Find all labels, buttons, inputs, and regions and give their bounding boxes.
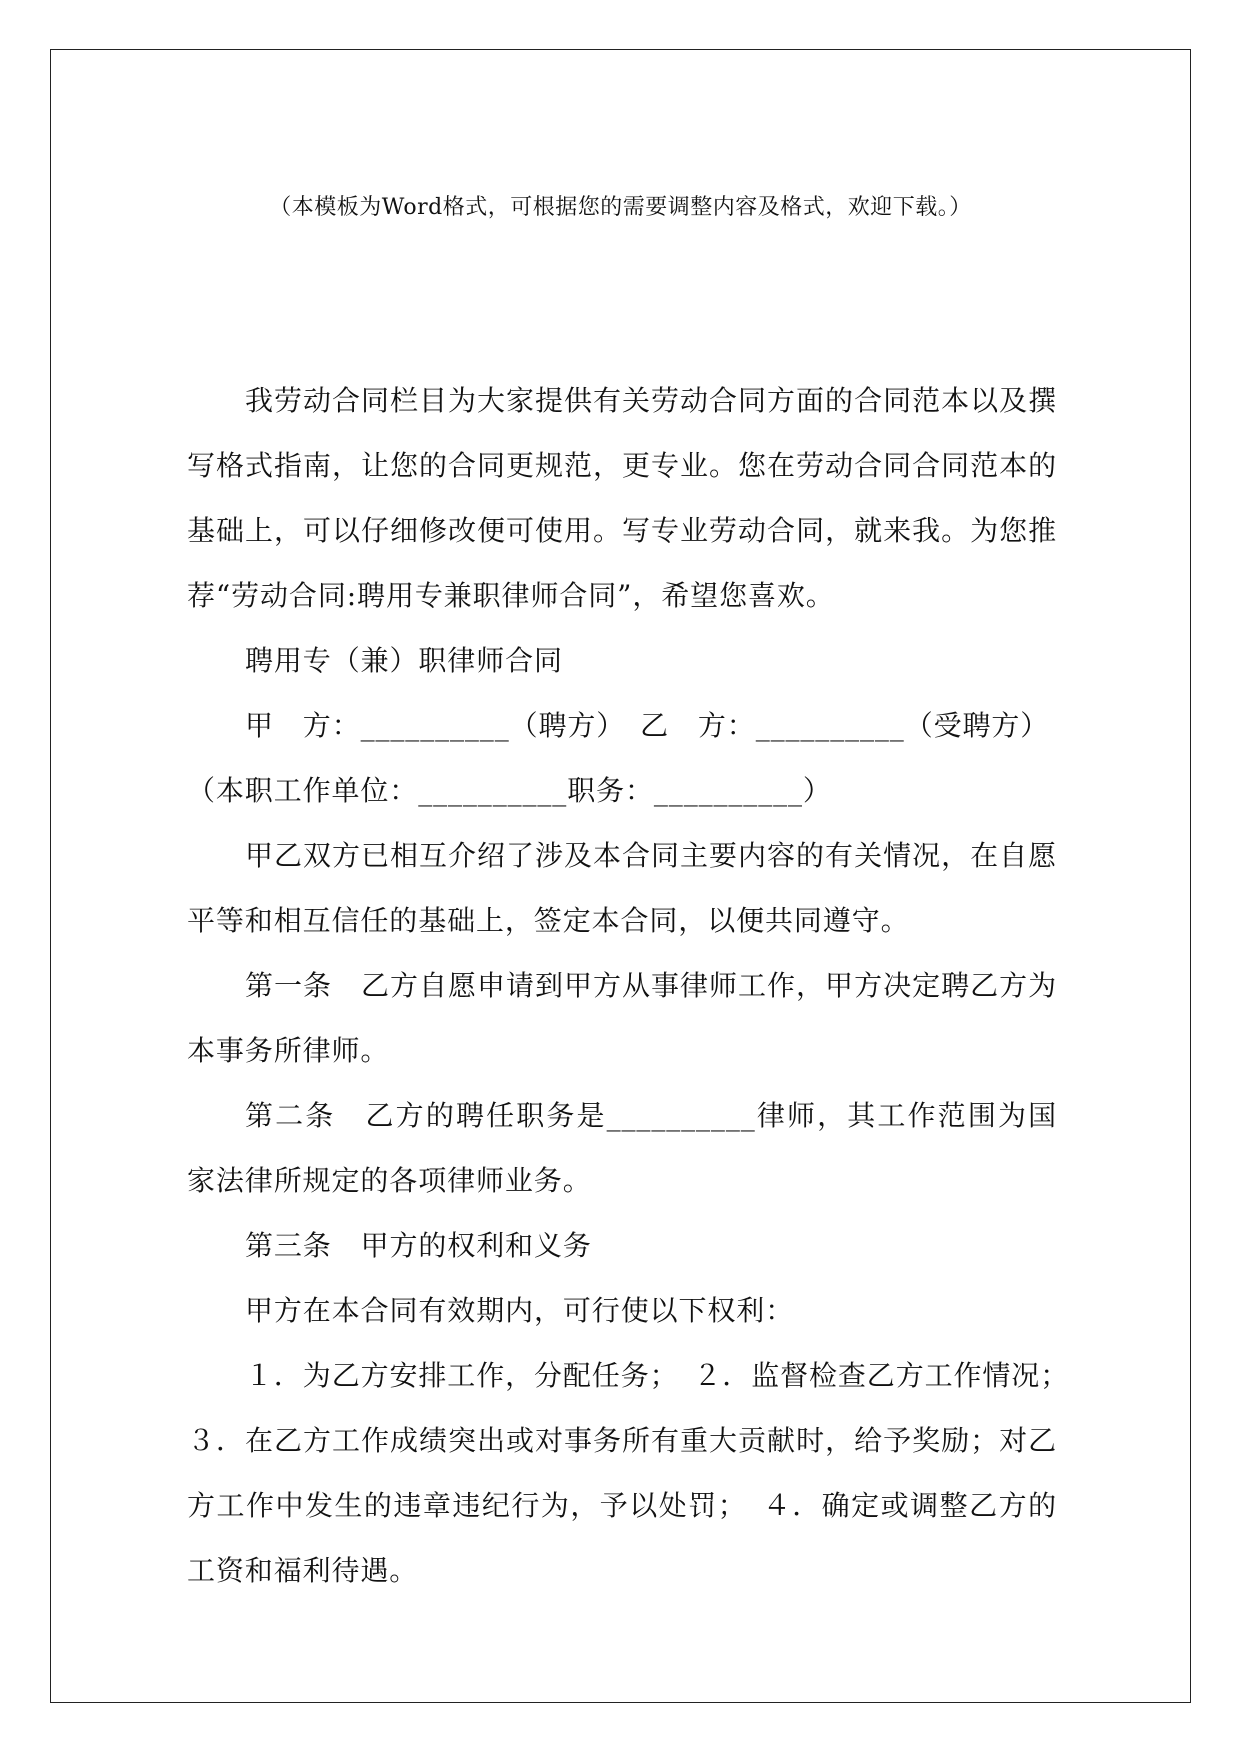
rights-items-line-1: １．为乙方安排工作，分配任务； ２．监督检查乙方工作情况； — [245, 1359, 1070, 1392]
rights-intro: 甲方在本合同有效期内，可行使以下权利： — [245, 1294, 795, 1327]
article-1: 第一条 乙方自愿申请到甲方从事律师工作，甲方决定聘乙方为本事务所律师。 — [187, 969, 1057, 1067]
rights-items-rest: ３．在乙方工作成绩突出或对事务所有重大贡献时，给予奖励；对乙方工作中发生的违章违纪行为，予以处罚； ４．确定或调整乙方的工资和福利待遇。 — [187, 1424, 1057, 1587]
article-2: 第二条 乙方的聘任职务是__________律师，其工作范围为国家法律所规定的各项律师业务。 — [187, 1099, 1057, 1197]
intro-paragraph: 我劳动合同栏目为大家提供有关劳动合同方面的合同范本以及撰写格式指南，让您的合同更规范，更专业。您在劳动合同合同范本的基础上，可以仔细修改便可使用。写专业劳动合同，就来我。为您推荐“劳动合同:聘用专兼职律师合同”，希望您喜欢。 — [187, 384, 1057, 612]
preamble-paragraph: 甲乙双方已相互介绍了涉及本合同主要内容的有关情况，在自愿平等和相互信任的基础上，签定本合同，以便共同遵守。 — [187, 839, 1057, 937]
contract-title: 聘用专（兼）职律师合同 — [245, 644, 563, 677]
template-note: （本模板为Word格式，可根据您的需要调整内容及格式，欢迎下载。） — [269, 195, 972, 220]
document-body — [187, 368, 1070, 1603]
parties-line: 甲 方：__________（聘方） 乙 方：__________（受聘方） — [245, 709, 1050, 742]
work-unit-line: （本职工作单位：__________职务：__________） — [187, 774, 832, 807]
article-3-title: 第三条 甲方的权利和义务 — [245, 1229, 592, 1262]
